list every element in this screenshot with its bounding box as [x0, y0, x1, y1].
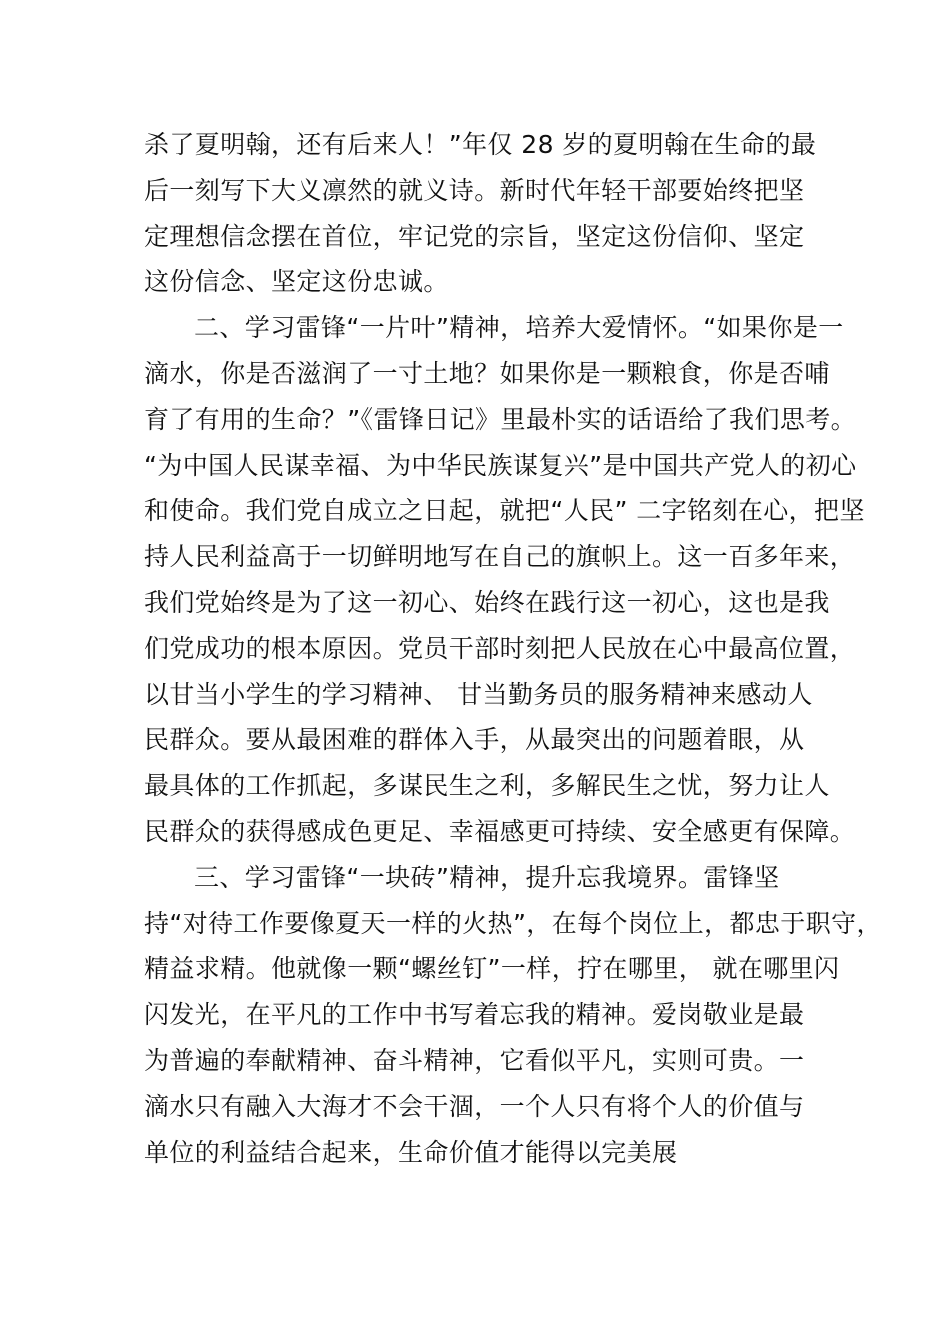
text-line: 以甘当小学生的学习精神、 甘当勤务员的服务精神来感动人 — [144, 679, 813, 709]
section-three-heading-line: 三、学习雷锋“一块砖”精神，提升忘我境界。雷锋坚 — [194, 862, 780, 892]
text-line: 持人民利益高于一切鲜明地写在自己的旗帜上。这一百多年来， — [144, 542, 856, 572]
text-line: 为普遍的奉献精神、奋斗精神，它看似平凡，实则可贵。一 — [144, 1045, 805, 1075]
text-line: 滴水只有融入大海才不会干涸，一个人只有将个人的价值与 — [144, 1091, 805, 1121]
text-line: 我们党始终是为了这一初心、始终在践行这一初心，这也是我 — [144, 587, 830, 617]
text-line: 民群众的获得感成色更足、幸福感更可持续、安全感更有保障。 — [144, 816, 856, 846]
document-body — [144, 122, 882, 1175]
text-line: 民群众。要从最困难的群体入手，从最突出的问题着眼，从 — [144, 725, 805, 755]
text-line: 持“对待工作要像夏天一样的火热”，在每个岗位上，都忠于职守， — [144, 908, 882, 938]
text-line: 滴水，你是否滋润了一寸土地？如果你是一颗粮食，你是否哺 — [144, 358, 830, 388]
section-two-heading-line: 二、学习雷锋“一片叶”精神，培养大爱情怀。“如果你是一 — [194, 313, 844, 343]
text-line: 单位的利益结合起来，生命价值才能得以完美展 — [144, 1137, 678, 1167]
text-line: 精益求精。他就像一颗“螺丝钉”一样，拧在哪里， 就在哪里闪 — [144, 954, 840, 984]
text-line: 最具体的工作抓起，多谋民生之利，多解民生之忧，努力让人 — [144, 771, 830, 801]
text-line: 闪发光，在平凡的工作中书写着忘我的精神。爱岗敬业是最 — [144, 1000, 805, 1030]
text-line: 育了有用的生命？”《雷锋日记》里最朴实的话语给了我们思考。 — [144, 404, 857, 434]
text-line: 后一刻写下大义凛然的就义诗。新时代年轻干部要始终把坚 — [144, 175, 805, 205]
text-line: 定理想信念摆在首位，牢记党的宗旨，坚定这份信仰、坚定 — [144, 221, 805, 251]
text-line: 们党成功的根本原因。党员干部时刻把人民放在心中最高位置， — [144, 633, 856, 663]
text-line: 和使命。我们党自成立之日起，就把“人民” 二字铭刻在心，把坚 — [144, 496, 865, 526]
text-line: 杀了夏明翰，还有后来人！”年仅 28 岁的夏明翰在生命的最 — [144, 130, 817, 159]
text-line: 这份信念、坚定这份忠诚。 — [144, 267, 449, 297]
text-line: “为中国人民谋幸福、为中华民族谋复兴”是中国共产党人的初心 — [144, 450, 857, 480]
